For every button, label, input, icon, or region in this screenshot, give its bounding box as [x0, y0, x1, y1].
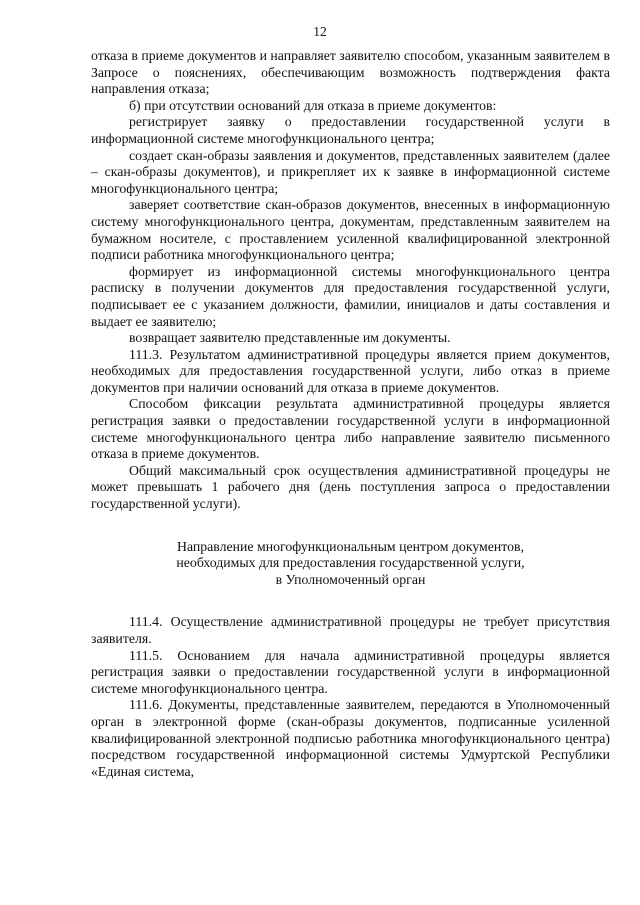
- paragraph: Способом фиксации результата административной процедуры является регистрация заявки о предоставлении государственной услуги в информационной системе многофункционального центра либо направление заявителю письменного отказа в приеме документов.: [91, 396, 610, 462]
- paragraph: 111.4. Осуществление административной процедуры не требует присутствия заявителя.: [91, 614, 610, 646]
- paragraph: заверяет соответствие скан-образов документов, внесенных в информационную систему многофункционального центра, документам, представленным заявителем на бумажном носителе, с проставлением усиленной квалифицированной электронной подписи работника многофункционального центра;: [91, 197, 610, 263]
- paragraph: Общий максимальный срок осуществления административной процедуры не может превышать 1 рабочего дня (день поступления запроса о предоставлении государственной услуги).: [91, 462, 610, 512]
- paragraph: 111.3. Результатом административной процедуры является прием документов, необходимых для предоставления государственной услуги, либо отказ в приеме документов при наличии оснований для отказа в приеме документов.: [91, 346, 610, 395]
- section-heading-line: Направление многофункциональным центром документов,: [177, 538, 524, 554]
- paragraph: отказа в приеме документов и направляет заявителю способом, указанным заявителем в Запросе о пояснениях, обеспечивающим возможность подтверждения факта направления отказа;: [91, 48, 610, 97]
- section-heading-line: в Уполномоченный орган: [275, 571, 426, 587]
- paragraph: 111.5. Основанием для начала административной процедуры является регистрация заявки о предоставлении государственной услуги в информационной системе многофункционального центра.: [91, 647, 610, 696]
- paragraph: 111.6. Документы, представленные заявителем, передаются в Уполномоченный орган в электронной форме (скан-образы документов, подписанные усиленной квалифицированной электронной подписью работника многофункционального центра) посредством государственной информационной системы Удмуртской Республики «Единая система,: [91, 697, 610, 779]
- section-heading: [91, 539, 610, 589]
- paragraph: регистрирует заявку о предоставлении государственной услуги в информационной системе многофункционального центра;: [91, 114, 610, 146]
- paragraph: формирует из информационной системы многофункционального центра расписку в получении документов для предоставления государственной услуги, подписывает ее с указанием должности, фамилии, инициалов и даты составления и выдает ее заявителю;: [91, 263, 610, 329]
- document-body: [91, 48, 610, 780]
- paragraph: возвращает заявителю представленные им документы.: [129, 330, 451, 346]
- paragraph: создает скан-образы заявления и документов, представленных заявителем (далее – скан-образы документов), и прикрепляет их к заявке в информационной системе многофункционального центра;: [91, 147, 610, 196]
- page-number: 12: [313, 24, 327, 39]
- section-heading-line: необходимых для предоставления государственной услуги,: [176, 555, 525, 571]
- paragraph: б) при отсутствии оснований для отказа в приеме документов:: [129, 97, 497, 113]
